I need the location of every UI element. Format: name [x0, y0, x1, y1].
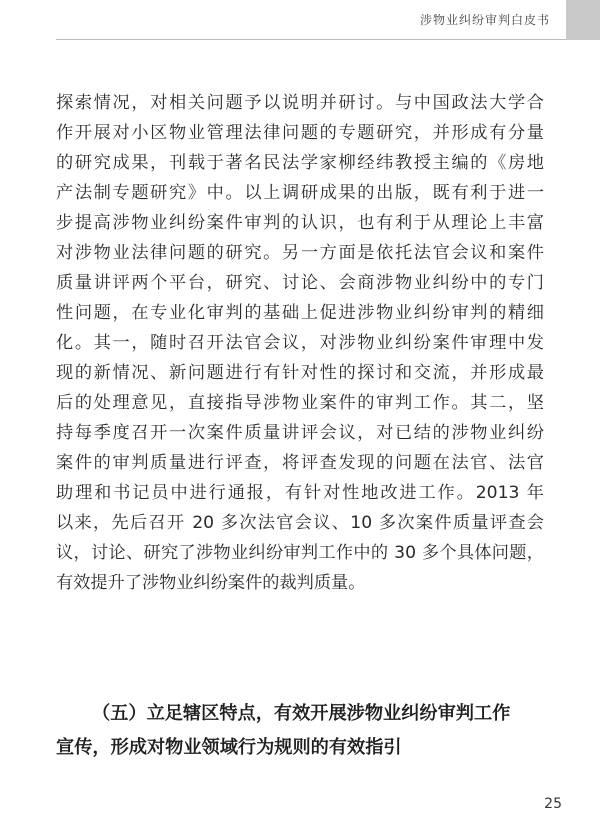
paragraph-line: 作开展对小区物业管理法律问题的专题研究，并形成有分量: [56, 123, 544, 143]
paragraph-line: 化。其一，随时召开法官会议，对涉物业纠纷案件审理中发: [56, 333, 544, 353]
paragraph-line: 步提高涉物业纠纷案件审判的认识，也有利于从理论上丰富: [56, 213, 544, 233]
paragraph-line: 性问题，在专业化审判的基础上促进涉物业纠纷审判的精细: [56, 303, 544, 323]
paragraph-line: 以来，先后召开 20 多次法官会议、10 多次案件质量评查会: [56, 513, 544, 533]
paragraph-line: 后的处理意见，直接指导涉物业案件的审判工作。其二，坚: [56, 393, 544, 413]
page-number: 25: [544, 796, 562, 812]
body-paragraph: [56, 88, 544, 598]
paragraph-line: 产法制专题研究》中。以上调研成果的出版，既有利于进一: [56, 183, 544, 203]
paragraph-line: 有效提升了涉物业纠纷案件的裁判质量。: [56, 573, 366, 593]
section-heading-line-1: （五）立足辖区特点，有效开展涉物业纠纷审判工作: [92, 703, 511, 724]
paragraph-line: 案件的审判质量进行评查，将评查发现的问题在法官、法官: [56, 453, 544, 473]
paragraph-line: 助理和书记员中进行通报，有针对性地改进工作。2013 年: [56, 483, 544, 503]
header-divider: [56, 39, 566, 40]
paragraph-line: 议，讨论、研究了涉物业纠纷审判工作中的 30 多个具体问题，: [56, 543, 544, 563]
paragraph-line: 质量讲评两个平台，研究、讨论、会商涉物业纠纷中的专门: [56, 273, 544, 293]
paragraph-line: 对涉物业法律问题的研究。另一方面是依托法官会议和案件: [56, 243, 544, 263]
paragraph-line: 持每季度召开一次案件质量讲评会议，对已结的涉物业纠纷: [56, 423, 544, 443]
header-accent-bar: [566, 0, 600, 40]
section-heading-line-2: 宣传，形成对物业领域行为规则的有效指引: [56, 737, 402, 758]
paragraph-line: 的研究成果，刊载于著名民法学家柳经纬教授主编的《房地: [56, 153, 544, 173]
running-header-title: 涉物业纠纷审判白皮书: [419, 13, 550, 27]
section-heading: [56, 697, 544, 765]
paragraph-line: 探索情况，对相关问题予以说明并研讨。与中国政法大学合: [56, 93, 544, 113]
paragraph-line: 现的新情况、新问题进行有针对性的探讨和交流，并形成最: [56, 363, 544, 383]
